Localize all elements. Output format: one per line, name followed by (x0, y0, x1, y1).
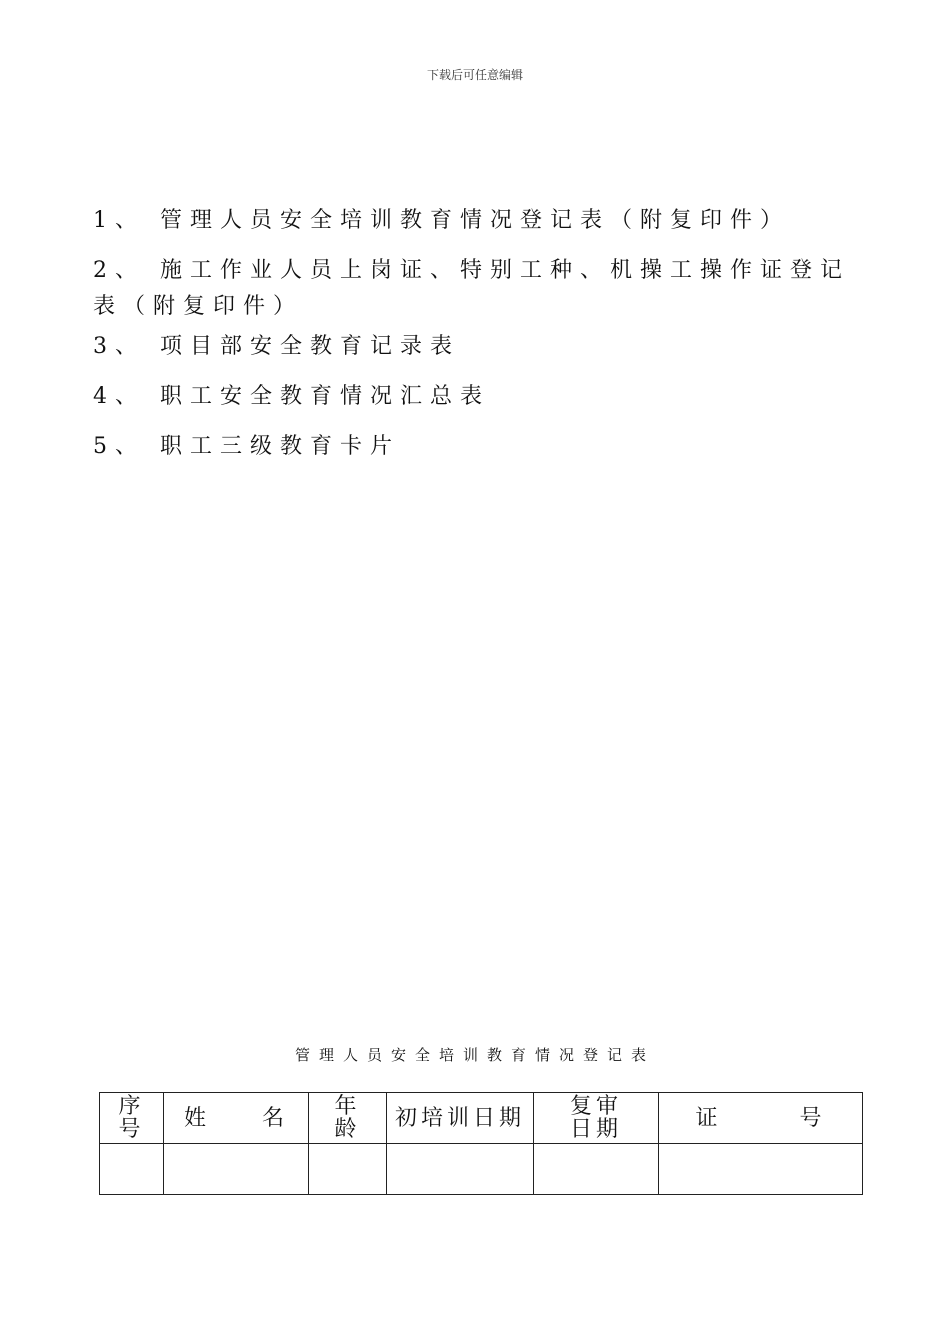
table-cell (164, 1144, 309, 1195)
table-header-row (100, 1093, 863, 1144)
col-header-serial: 序号 (100, 1093, 164, 1144)
list-item: 4、 职工安全教育情况汇总表 (93, 384, 490, 409)
list-item: 3、 项目部安全教育记录表 (93, 334, 460, 359)
header-note: 下载后可任意编辑 (426, 68, 523, 82)
col-header-age: 年龄 (309, 1093, 387, 1144)
table-cell (659, 1144, 863, 1195)
table-cell (309, 1144, 387, 1195)
col-header-initial-training-date: 初培训日期 (387, 1093, 534, 1144)
col-header-certificate-number: 证 号 (659, 1093, 863, 1144)
list-item: 1、 管理人员安全培训教育情况登记表（附复印件） (93, 208, 790, 233)
table-cell (100, 1144, 164, 1195)
table-row (100, 1144, 863, 1195)
table-cell (534, 1144, 659, 1195)
list-item: 5、 职工三级教育卡片 (93, 434, 400, 459)
list-item: 2、 施工作业人员上岗证、特别工种、机操工操作证登记表（附复印件） (93, 258, 850, 319)
document-list (93, 203, 858, 479)
table-title: 管理人员安全培训教育情况登记表 (294, 1046, 655, 1064)
col-header-name: 姓 名 (164, 1093, 309, 1144)
table-cell (387, 1144, 534, 1195)
col-header-review-date: 复审日期 (534, 1093, 659, 1144)
registration-table (99, 1092, 863, 1195)
